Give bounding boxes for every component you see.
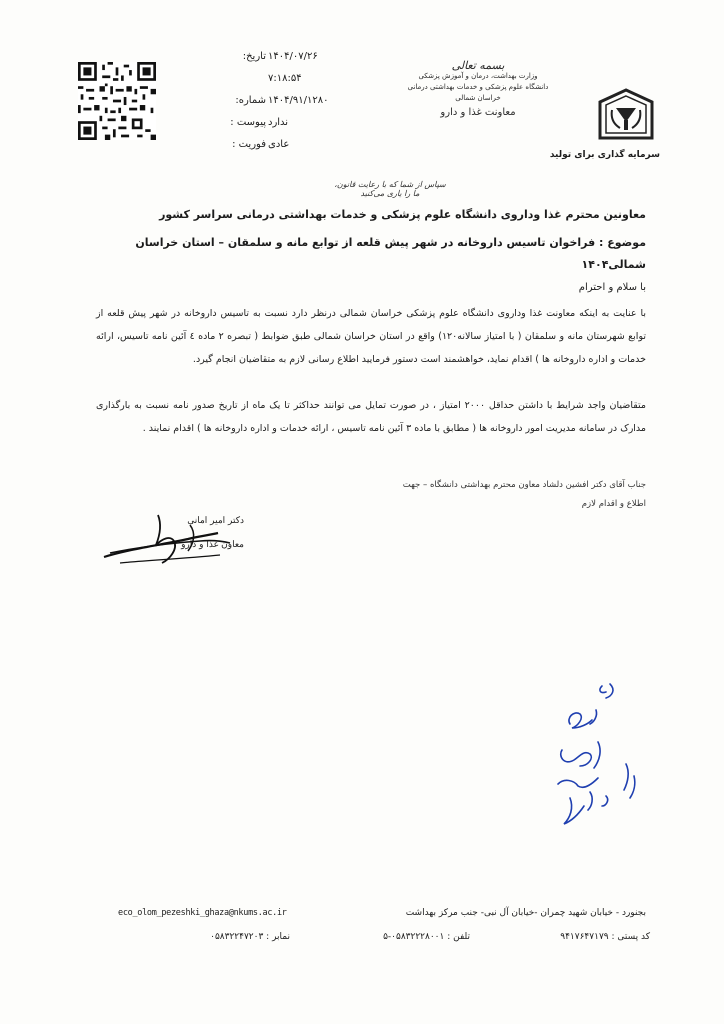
subject-line: موضوع : فراخوان تاسیس داروخانه در شهر پیش قلعه از توابع مانه و سلمقان – استان خراسان شمالی۱۴۰۴ [135, 236, 646, 271]
cc-line-1: جناب آقای دکتر افشین دلشاد معاون محترم بهداشتی دانشگاه – جهت [402, 480, 646, 490]
priority-label: فوریت : [232, 139, 266, 150]
footer-address-row [96, 908, 646, 918]
number-row [226, 90, 346, 112]
priority-value: عادی [268, 139, 290, 150]
cc-line-2: اطلاع و اقدام لازم [581, 499, 646, 509]
attachment-row [226, 112, 346, 134]
footer-email: eco_olom_pezeshki_ghaza@nkums.ac.ir [118, 908, 287, 918]
signature-block [100, 505, 250, 575]
number-value: ۱۴۰۴/۹۱/۱۲۸۰ [268, 95, 329, 106]
fax-label: نمابر : [266, 932, 290, 942]
ministry-name: وزارت بهداشت، درمان و آموزش پزشکی [418, 72, 538, 80]
phone-label: تلفن : [447, 932, 470, 942]
number-label: شماره: [235, 95, 266, 106]
postal-value: ۹۴۱۷۶۴۷۱۷۹ [560, 932, 609, 942]
emblem-text: بسمه تعالی [451, 59, 505, 72]
attachment-value: ندارد [268, 117, 289, 128]
cc-block [300, 476, 646, 514]
university-logo [596, 88, 656, 142]
date-row [226, 46, 346, 90]
signer-title: معاون غذا و دارو [181, 540, 244, 550]
attachment-label: پیوست : [230, 117, 266, 128]
phone-value: ۰۵۸۳۲۲۲۸۰۰۱-۵ [383, 932, 445, 942]
qr-code [78, 62, 156, 140]
postal-code [560, 932, 650, 942]
postal-label: کد پستی : [611, 932, 650, 942]
phone [383, 932, 470, 942]
ministry-header [398, 60, 558, 118]
paragraph-1: با عنایت به اینکه معاونت غذا وداروی دانشگاه علوم پزشکی خراسان شمالی درنظر دارد نسبت به تاسیس داروخانه در شهر پیش قلعه از توابع شهرستان مانه و سلمقان ( با امتیاز سالانه۱۲۰) واقع در استان خراسان شمالی طبق ضوابط ( تبصره ۲ ماده ٤ آئین نامه تاسیس، ارائه خدمات و اداره داروخانه ها ) اقدام نماید، خواهشمند است دستور فرمایید اطلاع رسانی لازم به متقاضیان انجام گیرد. [96, 308, 646, 365]
priority-row [226, 134, 346, 156]
addressee: معاونین محترم غذا وداروی دانشگاه علوم پزشکی و خدمات بهداشتی درمانی سراسر کشور [159, 208, 646, 221]
date-label: تاریخ: [242, 51, 266, 62]
handwritten-note [540, 680, 650, 840]
fax-value: ۰۵۸۳۲۲۴۷۲۰۳ [210, 932, 264, 942]
signer-name: دکتر امیر امانی [187, 516, 244, 526]
letter-meta [226, 46, 346, 156]
greeting: با سلام و احترام [578, 282, 646, 293]
calligraphy-line: سپاس از شما که با رعایت قانون، ما را یاری می‌کنید [334, 180, 446, 198]
slogan: سرمایه گذاری برای تولید [549, 150, 660, 160]
deputy-name: معاونت غذا و دارو [440, 107, 516, 118]
footer-address: بجنورد - خیابان شهید چمران -خیابان آل نبی- جنب مرکز بهداشت [405, 908, 646, 918]
fax [210, 932, 290, 942]
paragraph-2: متقاضیان واجد شرایط با داشتن حداقل ۲۰۰۰ امتیاز ، در صورت تمایل می توانند حداکثر تا یک ماه از تاریخ صدور نامه نسبت به بارگذاری مدارک در سامانه مدیریت امور داروخانه ها ( مطابق با ماده ۳ آئین نامه تاسیس ، ارائه خدمات و اداره داروخانه ها ) اقدام نمایند . [96, 400, 646, 434]
handwritten-signature [100, 505, 250, 575]
date-value: ۱۴۰۴/۰۷/۲۶ ۷:۱۸:۵۴ [268, 51, 318, 84]
university-name: دانشگاه علوم پزشکی و خدمات بهداشتی درمانی خراسان شمالی [407, 83, 549, 102]
